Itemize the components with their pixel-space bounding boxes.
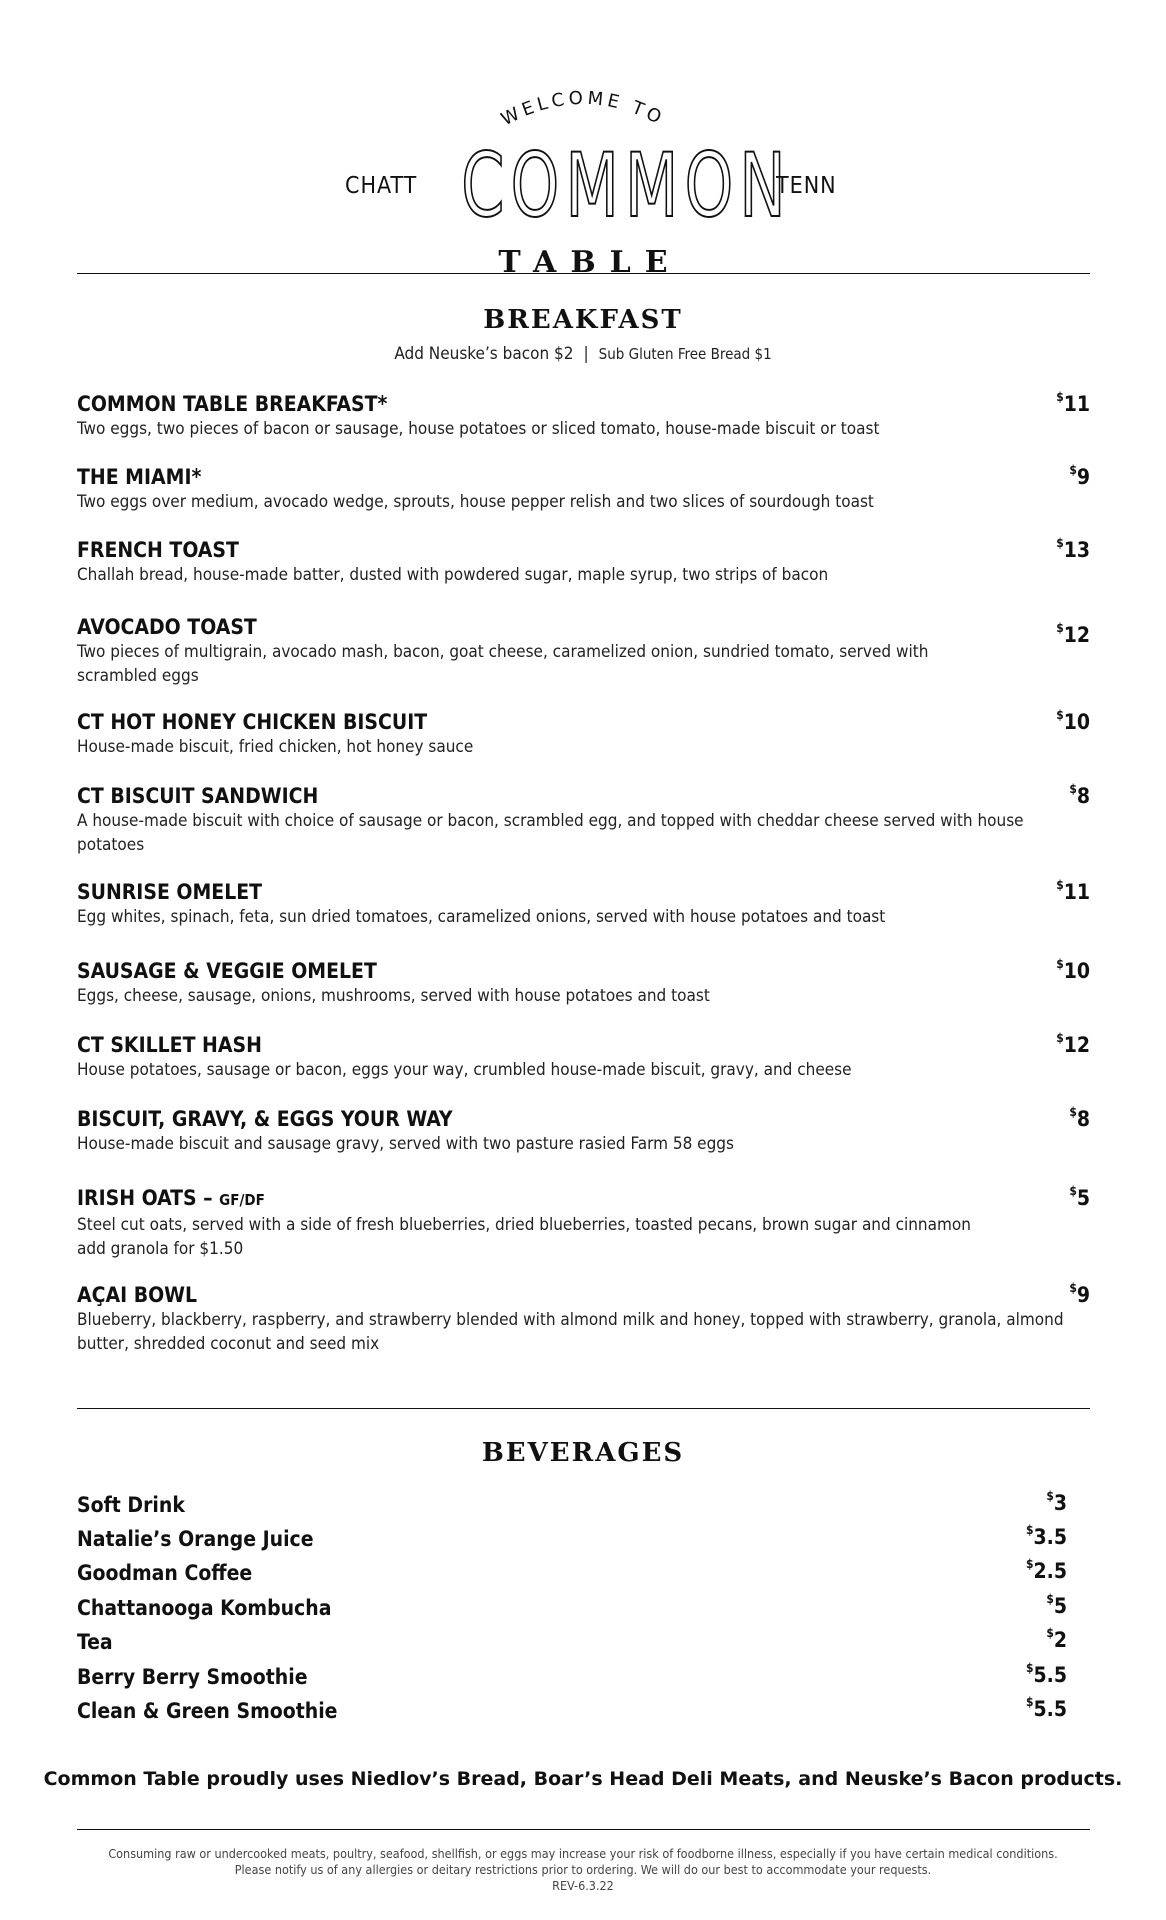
menu-item xyxy=(77,784,1090,857)
currency-symbol: $ xyxy=(1026,1557,1034,1571)
beverage-item xyxy=(77,1491,1067,1519)
dietary-tag: GF/DF xyxy=(219,1191,265,1209)
item-description: A house-made biscuit with choice of sausage or bacon, scrambled egg, and topped with cheddar cheese served with house potatoes xyxy=(77,811,1024,855)
price-value: 11 xyxy=(1063,880,1090,904)
price-value: 5 xyxy=(1053,1594,1067,1618)
beverage-item xyxy=(77,1628,1067,1656)
item-name: SUNRISE OMELET xyxy=(77,880,263,904)
price-value: 5.5 xyxy=(1033,1697,1067,1721)
price-value: 11 xyxy=(1063,392,1090,416)
beverage-price xyxy=(1046,1491,1067,1515)
item-name: THE MIAMI* xyxy=(77,465,202,489)
suppliers-note: Common Table proudly uses Niedlov’s Bread, Boar’s Head Deli Meats, and Neuske’s Bacon products. xyxy=(43,1768,1123,1790)
beverage-name: Natalie’s Orange Juice xyxy=(77,1527,314,1551)
menu-item xyxy=(77,710,1090,759)
beverage-price xyxy=(1046,1594,1067,1618)
divider-top xyxy=(77,273,1090,274)
item-name: AÇAI BOWL xyxy=(77,1283,198,1307)
beverage-price xyxy=(1026,1559,1067,1583)
menu-item xyxy=(77,465,1090,514)
currency-symbol: $ xyxy=(1026,1695,1034,1709)
beverage-price xyxy=(1046,1628,1067,1652)
currency-symbol: $ xyxy=(1046,1592,1054,1606)
breakfast-addons xyxy=(0,344,1166,364)
currency-symbol: $ xyxy=(1069,1105,1077,1119)
item-name: FRENCH TOAST xyxy=(77,538,239,562)
item-description: Egg whites, spinach, feta, sun dried tomatoes, caramelized onions, served with house potatoes and toast xyxy=(77,907,886,927)
price-value: 9 xyxy=(1076,465,1090,489)
menu-item xyxy=(77,880,1090,929)
revision-code: REV-6.3.22 xyxy=(552,1878,614,1893)
currency-symbol: $ xyxy=(1069,782,1077,796)
beverages-title: BEVERAGES xyxy=(481,1438,685,1468)
beverage-name: Clean & Green Smoothie xyxy=(77,1699,338,1723)
item-price xyxy=(1056,392,1090,416)
welcome-arc xyxy=(0,40,1166,140)
item-name xyxy=(77,1186,1090,1212)
currency-symbol: $ xyxy=(1056,1031,1064,1045)
currency-symbol: $ xyxy=(1056,536,1064,550)
item-description: House-made biscuit, fried chicken, hot honey sauce xyxy=(77,737,474,757)
currency-symbol: $ xyxy=(1056,390,1064,404)
price-value: 8 xyxy=(1076,784,1090,808)
logo-sub-word: TABLE xyxy=(498,245,682,280)
price-value: 5.5 xyxy=(1033,1663,1067,1687)
price-value: 9 xyxy=(1076,1283,1090,1307)
item-description: Challah bread, house-made batter, dusted with powdered sugar, maple syrup, two strips of bacon xyxy=(77,565,829,585)
item-description: Two pieces of multigrain, avocado mash, bacon, goat cheese, caramelized onion, sundried tomato, served with scrambled eggs xyxy=(77,642,929,686)
currency-symbol: $ xyxy=(1056,621,1064,635)
item-price xyxy=(1069,784,1090,808)
price-value: 12 xyxy=(1063,623,1090,647)
item-name: CT SKILLET HASH xyxy=(77,1033,262,1057)
menu-item xyxy=(77,1283,1090,1356)
currency-symbol: $ xyxy=(1046,1489,1054,1503)
item-price xyxy=(1056,538,1090,562)
logo-right-word: TENN xyxy=(776,173,837,199)
item-name: SAUSAGE & VEGGIE OMELET xyxy=(77,959,377,983)
menu-item xyxy=(77,538,1090,587)
menu-item xyxy=(77,392,1090,441)
item-name-text: IRISH OATS – xyxy=(77,1186,220,1210)
price-value: 13 xyxy=(1063,538,1090,562)
currency-symbol: $ xyxy=(1056,957,1064,971)
disclaimer xyxy=(0,1846,1166,1894)
menu-item xyxy=(77,1107,1090,1156)
beverage-name: Tea xyxy=(77,1630,113,1654)
item-price xyxy=(1056,623,1090,647)
currency-symbol: $ xyxy=(1069,1281,1077,1295)
menu-item xyxy=(77,1033,1090,1082)
menu-item xyxy=(77,1186,1090,1261)
item-price xyxy=(1069,1283,1090,1307)
beverage-item xyxy=(77,1525,1067,1553)
logo-main-word: COMMON xyxy=(461,134,792,237)
price-value: 12 xyxy=(1063,1033,1090,1057)
item-price xyxy=(1056,710,1090,734)
beverage-name: Goodman Coffee xyxy=(77,1561,253,1585)
price-value: 8 xyxy=(1076,1107,1090,1131)
item-name: COMMON TABLE BREAKFAST* xyxy=(77,392,388,416)
beverage-name: Soft Drink xyxy=(77,1493,185,1517)
beverage-name: Berry Berry Smoothie xyxy=(77,1665,308,1689)
item-description: Blueberry, blackberry, raspberry, and strawberry blended with almond milk and honey, topped with strawberry, granola, almond butter, shredded coconut and seed mix xyxy=(77,1310,1064,1354)
item-addon-note: add granola for $1.50 xyxy=(77,1239,244,1259)
welcome-text: WELCOME TO xyxy=(497,87,669,131)
beverage-price xyxy=(1026,1697,1067,1721)
logo-left-word: CHATT xyxy=(345,173,418,199)
item-name: CT BISCUIT SANDWICH xyxy=(77,784,319,808)
currency-symbol: $ xyxy=(1069,463,1077,477)
beverage-item xyxy=(77,1663,1067,1691)
beverage-item xyxy=(77,1559,1067,1587)
item-description: Two eggs, two pieces of bacon or sausage, house potatoes or sliced tomato, house-made biscuit or toast xyxy=(77,419,880,439)
logo xyxy=(0,40,1166,280)
item-description: House potatoes, sausage or bacon, eggs your way, crumbled house-made biscuit, gravy, and cheese xyxy=(77,1060,852,1080)
currency-symbol: $ xyxy=(1026,1661,1034,1675)
disclaimer-line-2: Please notify us of any allergies or deitary restrictions prior to ordering. We will do our best to accommodate your requests. xyxy=(234,1862,932,1877)
menu-item xyxy=(77,615,1090,688)
divider-middle xyxy=(77,1408,1090,1409)
item-name: AVOCADO TOAST xyxy=(77,615,257,639)
item-name: CT HOT HONEY CHICKEN BISCUIT xyxy=(77,710,428,734)
item-description: House-made biscuit and sausage gravy, served with two pasture rasied Farm 58 eggs xyxy=(77,1134,734,1154)
currency-symbol: $ xyxy=(1056,708,1064,722)
beverage-price xyxy=(1026,1525,1067,1549)
price-value: 10 xyxy=(1063,710,1090,734)
price-value: 3 xyxy=(1053,1491,1067,1515)
price-value: 10 xyxy=(1063,959,1090,983)
item-description: Two eggs over medium, avocado wedge, sprouts, house pepper relish and two slices of sourdough toast xyxy=(77,492,874,512)
divider-bottom xyxy=(77,1829,1090,1830)
currency-symbol: $ xyxy=(1056,878,1064,892)
item-price xyxy=(1056,959,1090,983)
beverage-item xyxy=(77,1697,1067,1725)
beverage-price xyxy=(1026,1663,1067,1687)
item-price xyxy=(1069,465,1090,489)
item-description: Eggs, cheese, sausage, onions, mushrooms, served with house potatoes and toast xyxy=(77,986,710,1006)
item-price xyxy=(1056,880,1090,904)
svg-text:WELCOME TO xyxy=(498,88,668,130)
addon-gluten-free: Sub Gluten Free Bread $1 xyxy=(598,345,772,363)
disclaimer-line-1: Consuming raw or undercooked meats, poultry, seafood, shellfish, or eggs may increase your risk of foodborne illness, especially if you have certain medical conditions. xyxy=(108,1846,1058,1861)
price-value: 3.5 xyxy=(1033,1525,1067,1549)
price-value: 5 xyxy=(1076,1186,1090,1210)
item-price xyxy=(1069,1107,1090,1131)
breakfast-title: BREAKFAST xyxy=(483,305,683,335)
beverage-item xyxy=(77,1594,1067,1622)
currency-symbol: $ xyxy=(1046,1626,1054,1640)
price-value: 2 xyxy=(1053,1628,1067,1652)
addon-bacon: Add Neuske’s bacon $2 xyxy=(394,344,574,364)
beverage-name: Chattanooga Kombucha xyxy=(77,1596,332,1620)
currency-symbol: $ xyxy=(1026,1523,1034,1537)
menu-item xyxy=(77,959,1090,1008)
item-price xyxy=(1056,1033,1090,1057)
item-name: BISCUIT, GRAVY, & EGGS YOUR WAY xyxy=(77,1107,453,1131)
addon-separator: | xyxy=(583,344,589,364)
item-price xyxy=(1069,1186,1090,1210)
item-description: Steel cut oats, served with a side of fresh blueberries, dried blueberries, toasted pecans, brown sugar and cinnamon xyxy=(77,1215,971,1235)
currency-symbol: $ xyxy=(1069,1184,1077,1198)
price-value: 2.5 xyxy=(1033,1559,1067,1583)
